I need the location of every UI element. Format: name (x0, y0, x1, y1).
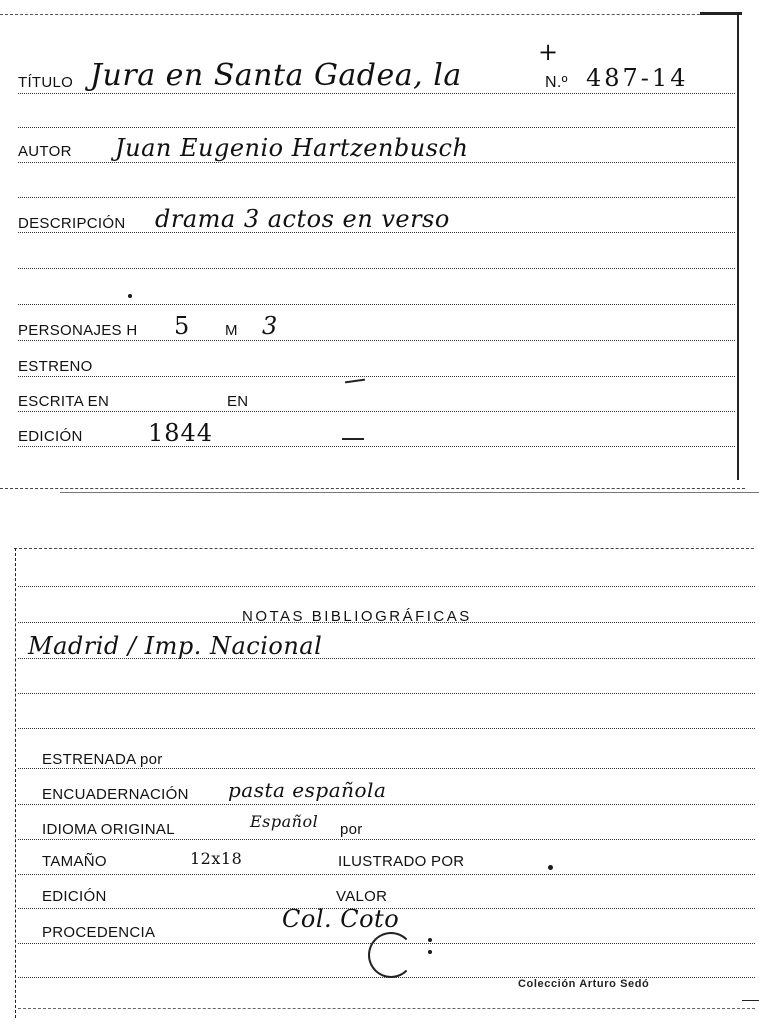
personajes-m-value: 3 (262, 312, 278, 340)
ruled-line (18, 693, 755, 694)
plus-mark: + (538, 38, 559, 66)
descripcion-label: DESCRIPCIÓN (18, 215, 126, 232)
number-label: N.º (545, 74, 568, 91)
front-bottom-edge (0, 488, 745, 489)
ruled-line (18, 127, 735, 128)
front-right-edge (737, 14, 739, 480)
ilustrado-label: ILUSTRADO POR (338, 853, 465, 870)
front-catalog-card (0, 0, 759, 495)
collection-footer: Colección Arturo Sedó (518, 978, 650, 990)
ruled-line (18, 304, 735, 305)
ink-dot (428, 950, 432, 954)
edicion-label: EDICIÓN (18, 428, 83, 445)
titulo-value: Jura en Santa Gadea, la (90, 58, 462, 93)
number-value: 487-14 (586, 64, 689, 92)
ink-dot (128, 294, 132, 298)
ruled-line (18, 586, 755, 587)
estreno-label: ESTRENO (18, 358, 93, 375)
edicion-label-back: EDICIÓN (42, 888, 107, 905)
idioma-value: Español (250, 812, 319, 831)
encuadernacion-label: ENCUADERNACIÓN (42, 786, 189, 803)
edicion-value: 1844 (148, 419, 214, 447)
ruled-line (18, 728, 755, 729)
ruled-line (18, 839, 755, 840)
notas-heading: NOTAS BIBLIOGRÁFICAS (242, 608, 472, 625)
back-catalog-card (0, 540, 759, 1028)
ruled-line (18, 446, 735, 447)
card-separator-line (60, 492, 759, 493)
ruled-line (18, 268, 735, 269)
ink-curve-mark (368, 932, 414, 978)
tamano-value: 12x18 (190, 849, 243, 868)
idioma-label: IDIOMA ORIGINAL (42, 821, 175, 838)
encuadernacion-value: pasta española (228, 778, 387, 802)
personajes-m-label: M (225, 322, 238, 339)
autor-label: AUTOR (18, 143, 72, 160)
ruled-line (18, 874, 755, 875)
en-label: EN (227, 393, 249, 410)
ruled-line (18, 768, 755, 769)
ruled-line (18, 340, 735, 341)
valor-label: VALOR (336, 888, 388, 905)
escrita-en-label: ESCRITA EN (18, 393, 110, 410)
back-top-border (14, 548, 754, 549)
procedencia-value: Col. Coto (282, 905, 400, 933)
ink-dot (548, 865, 553, 870)
autor-value: Juan Eugenio Hartzenbusch (115, 134, 469, 162)
tamano-label: TAMAÑO (42, 853, 107, 870)
imprint-value: Madrid / Imp. Nacional (28, 632, 323, 660)
ruled-line (18, 93, 735, 94)
estrenada-label: ESTRENADA por (42, 751, 163, 768)
ink-mark (342, 438, 364, 440)
front-top-border (0, 14, 740, 15)
titulo-label: TÍTULO (18, 74, 74, 91)
back-bottom-corner (742, 1000, 759, 1001)
ink-dot (428, 938, 432, 942)
ruled-line (18, 376, 735, 377)
personajes-h-value: 5 (174, 312, 190, 340)
descripcion-value: drama 3 actos en verso (155, 205, 450, 233)
front-top-corner (700, 12, 742, 15)
back-bottom-edge (18, 1008, 755, 1009)
ruled-line (18, 411, 735, 412)
ink-mark (345, 379, 365, 384)
ruled-line (18, 197, 735, 198)
back-left-edge (15, 548, 16, 1018)
personajes-label: PERSONAJES H (18, 322, 138, 339)
ruled-line (18, 162, 735, 163)
por-label: por (340, 821, 363, 838)
ruled-line (18, 804, 755, 805)
procedencia-label: PROCEDENCIA (42, 924, 156, 941)
